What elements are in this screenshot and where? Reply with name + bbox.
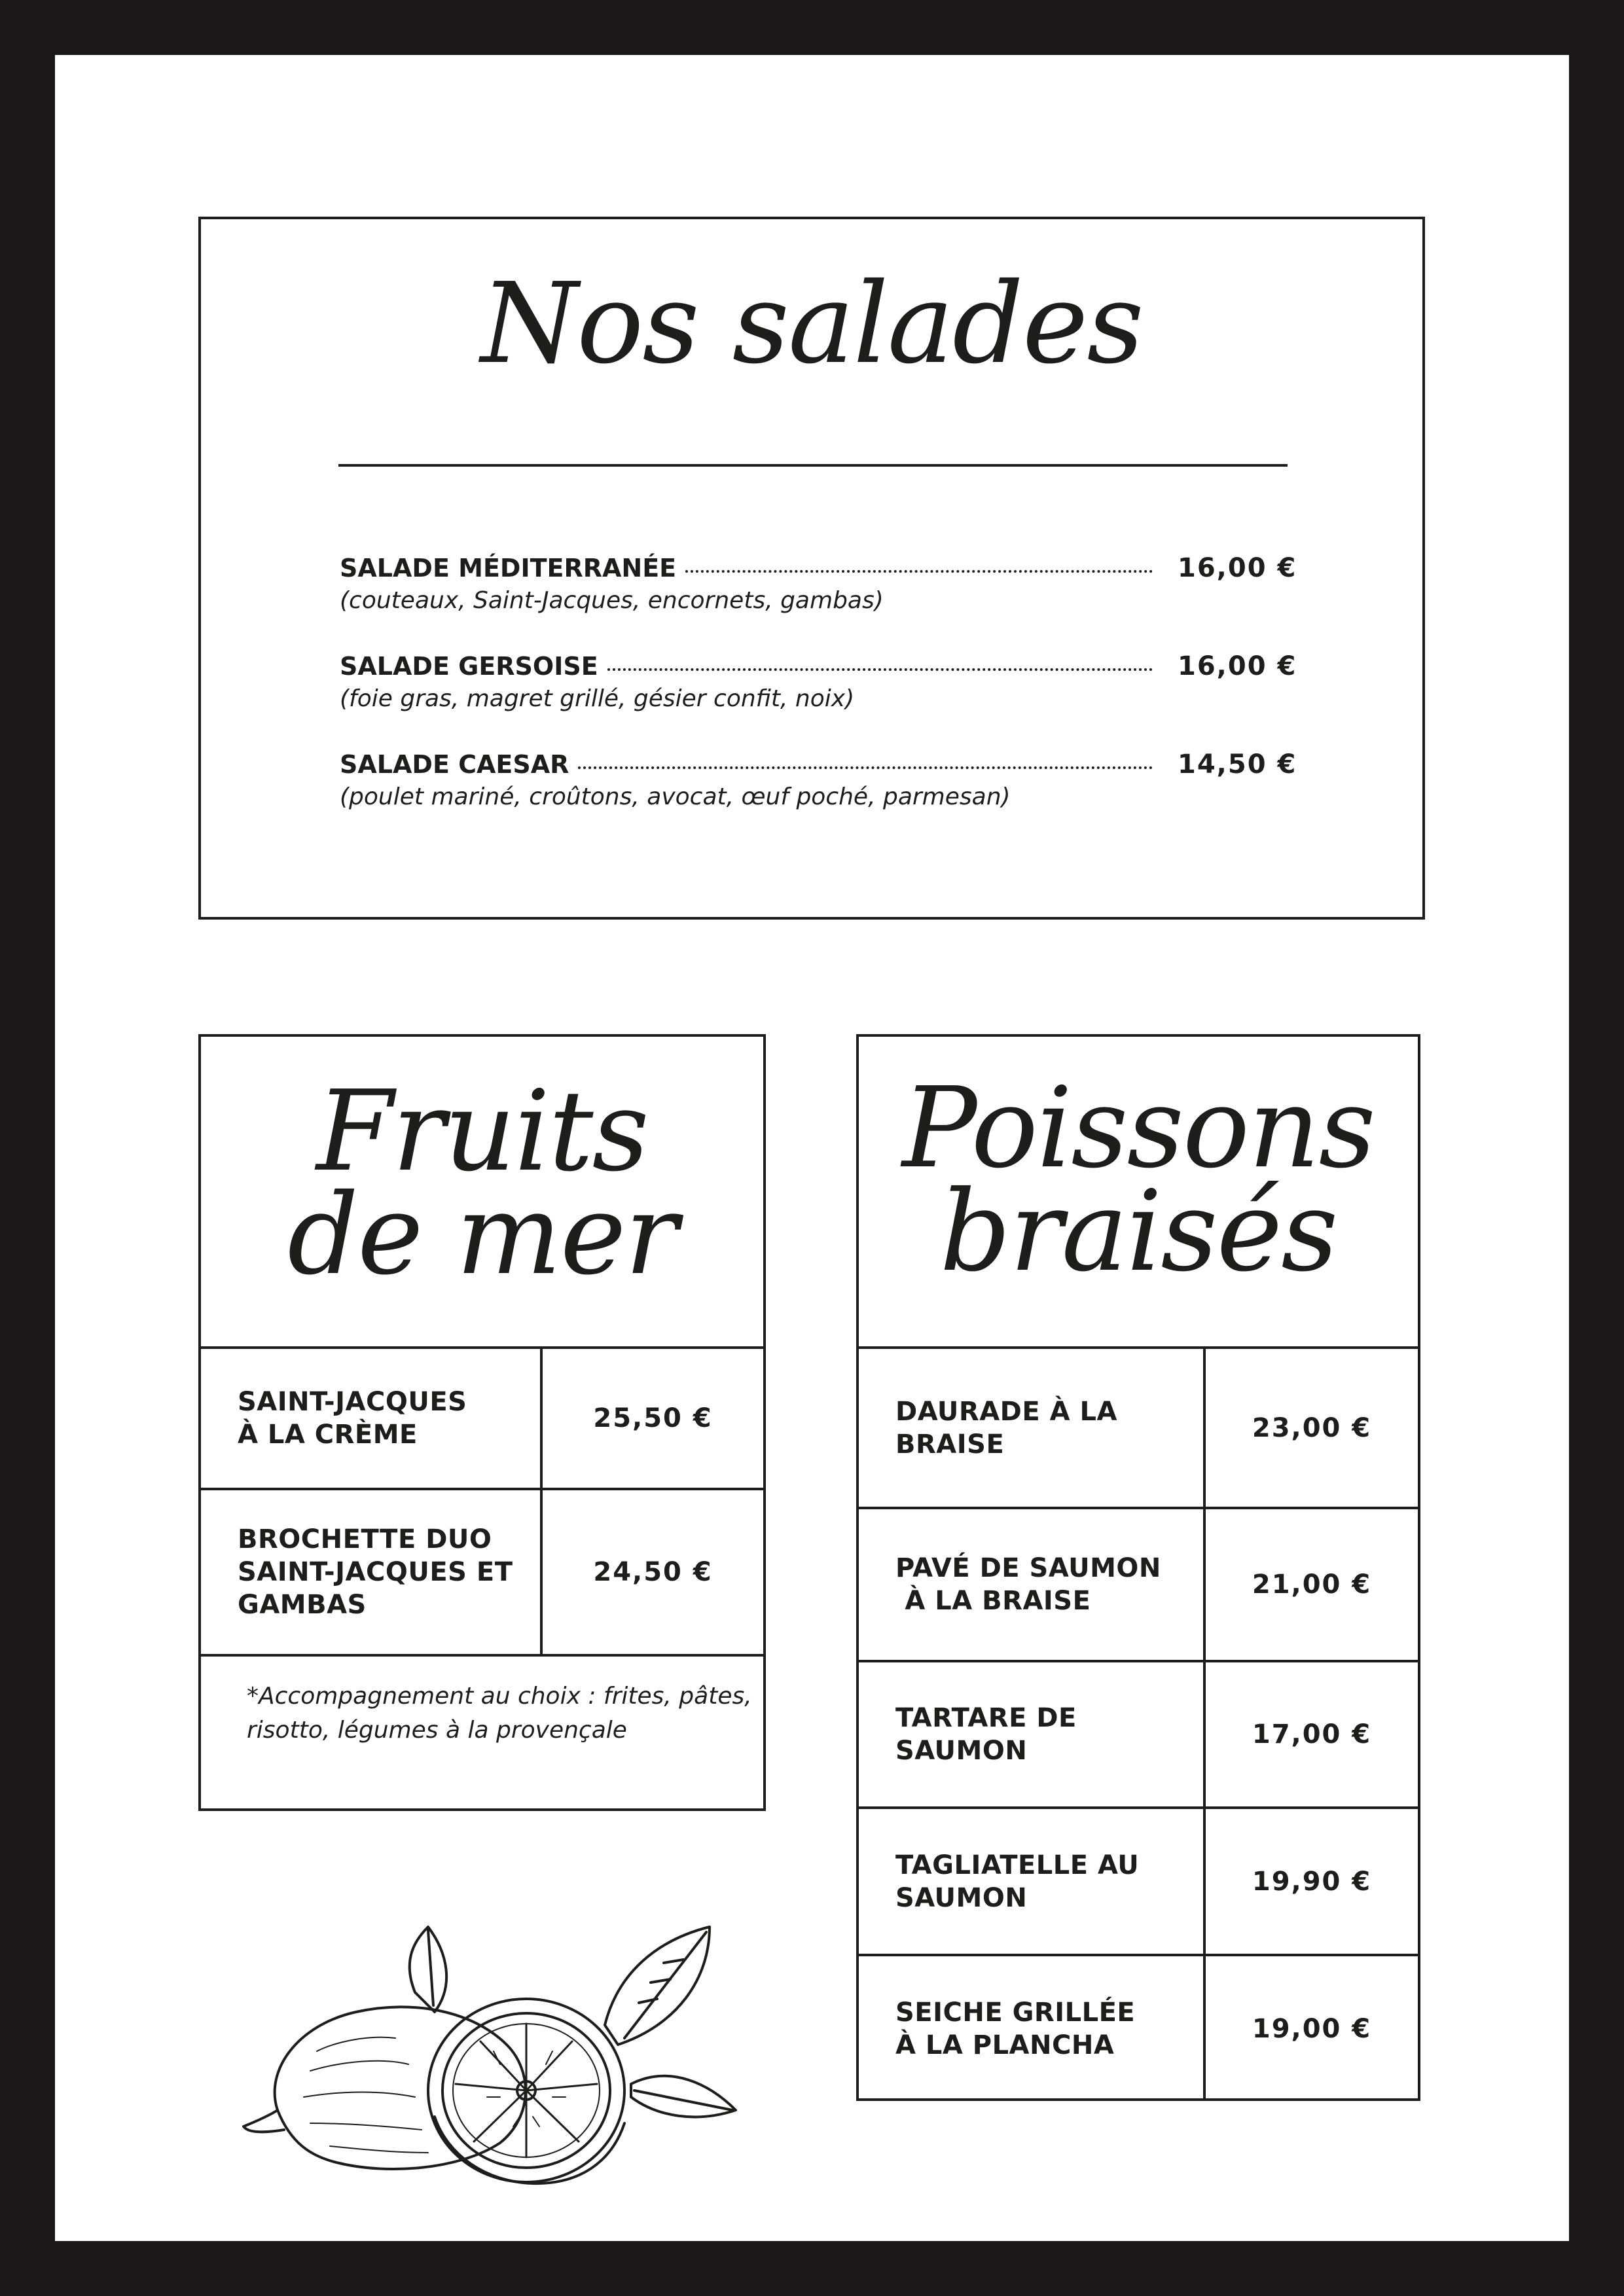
row-divider xyxy=(201,1654,763,1657)
salad-price: 16,00 € xyxy=(1178,651,1297,681)
salad-price: 14,50 € xyxy=(1178,749,1297,780)
side-dish-note: *Accompagnement au choix : frites, pâtes, risotto, légumes à la provençale xyxy=(247,1683,752,1744)
fish-item-price: 21,00 € xyxy=(1252,1570,1372,1600)
fish-item-name: TAGLIATELLE AU SAUMON xyxy=(895,1850,1140,1913)
seafood-item-price: 25,50 € xyxy=(593,1403,713,1433)
seafood-item-name: SAINT-JACQUES À LA CRÈME xyxy=(238,1387,467,1450)
salads-title: Nos salades xyxy=(480,259,1143,389)
fish-item-price: 23,00 € xyxy=(1252,1412,1372,1443)
dotted-leader xyxy=(578,766,1153,769)
salad-item xyxy=(340,553,1297,614)
salad-item xyxy=(340,749,1297,810)
fish-item-price: 17,00 € xyxy=(1252,1719,1372,1749)
fish-item-name: SEICHE GRILLÉE À LA PLANCHA xyxy=(895,1997,1136,2060)
fish-section xyxy=(856,1034,1420,2101)
fish-item-price: 19,00 € xyxy=(1252,2013,1372,2044)
salad-price: 16,00 € xyxy=(1178,553,1297,583)
seafood-item-price: 24,50 € xyxy=(593,1557,713,1587)
fish-title-line1: Poissons xyxy=(902,1064,1375,1193)
fish-item-name: PAVÉ DE SAUMON À LA BRAISE xyxy=(895,1553,1161,1616)
seafood-section xyxy=(198,1034,766,1811)
salad-description: (couteaux, Saint-Jacques, encornets, gambas) xyxy=(340,587,884,614)
salad-description: (poulet mariné, croûtons, avocat, œuf poché, parmesan) xyxy=(340,783,1011,810)
seafood-title-line2: de mer xyxy=(287,1170,677,1300)
seafood-title-line1: Fruits xyxy=(316,1067,648,1196)
salad-description: (foie gras, magret grillé, gésier confit, noix) xyxy=(340,685,855,712)
salad-name: SALADE MÉDITERRANÉE xyxy=(340,554,677,583)
menu-page xyxy=(55,55,1569,2241)
fish-title-line2: braisés xyxy=(939,1167,1337,1297)
salad-item xyxy=(340,651,1297,712)
fish-item-name: TARTARE DE SAUMON xyxy=(895,1703,1077,1766)
salads-divider xyxy=(338,464,1288,467)
lemon-illustration xyxy=(238,1901,782,2189)
fish-item-name: DAURADE À LA BRAISE xyxy=(895,1396,1117,1460)
dotted-leader xyxy=(685,570,1153,573)
seafood-item-name: BROCHETTE DUO SAINT-JACQUES ET GAMBAS xyxy=(238,1524,513,1620)
fish-item-price: 19,90 € xyxy=(1252,1866,1372,1897)
salad-name: SALADE GERSOISE xyxy=(340,652,598,681)
salad-name: SALADE CAESAR xyxy=(340,750,569,779)
dotted-leader xyxy=(607,668,1153,671)
salads-section xyxy=(198,217,1425,920)
